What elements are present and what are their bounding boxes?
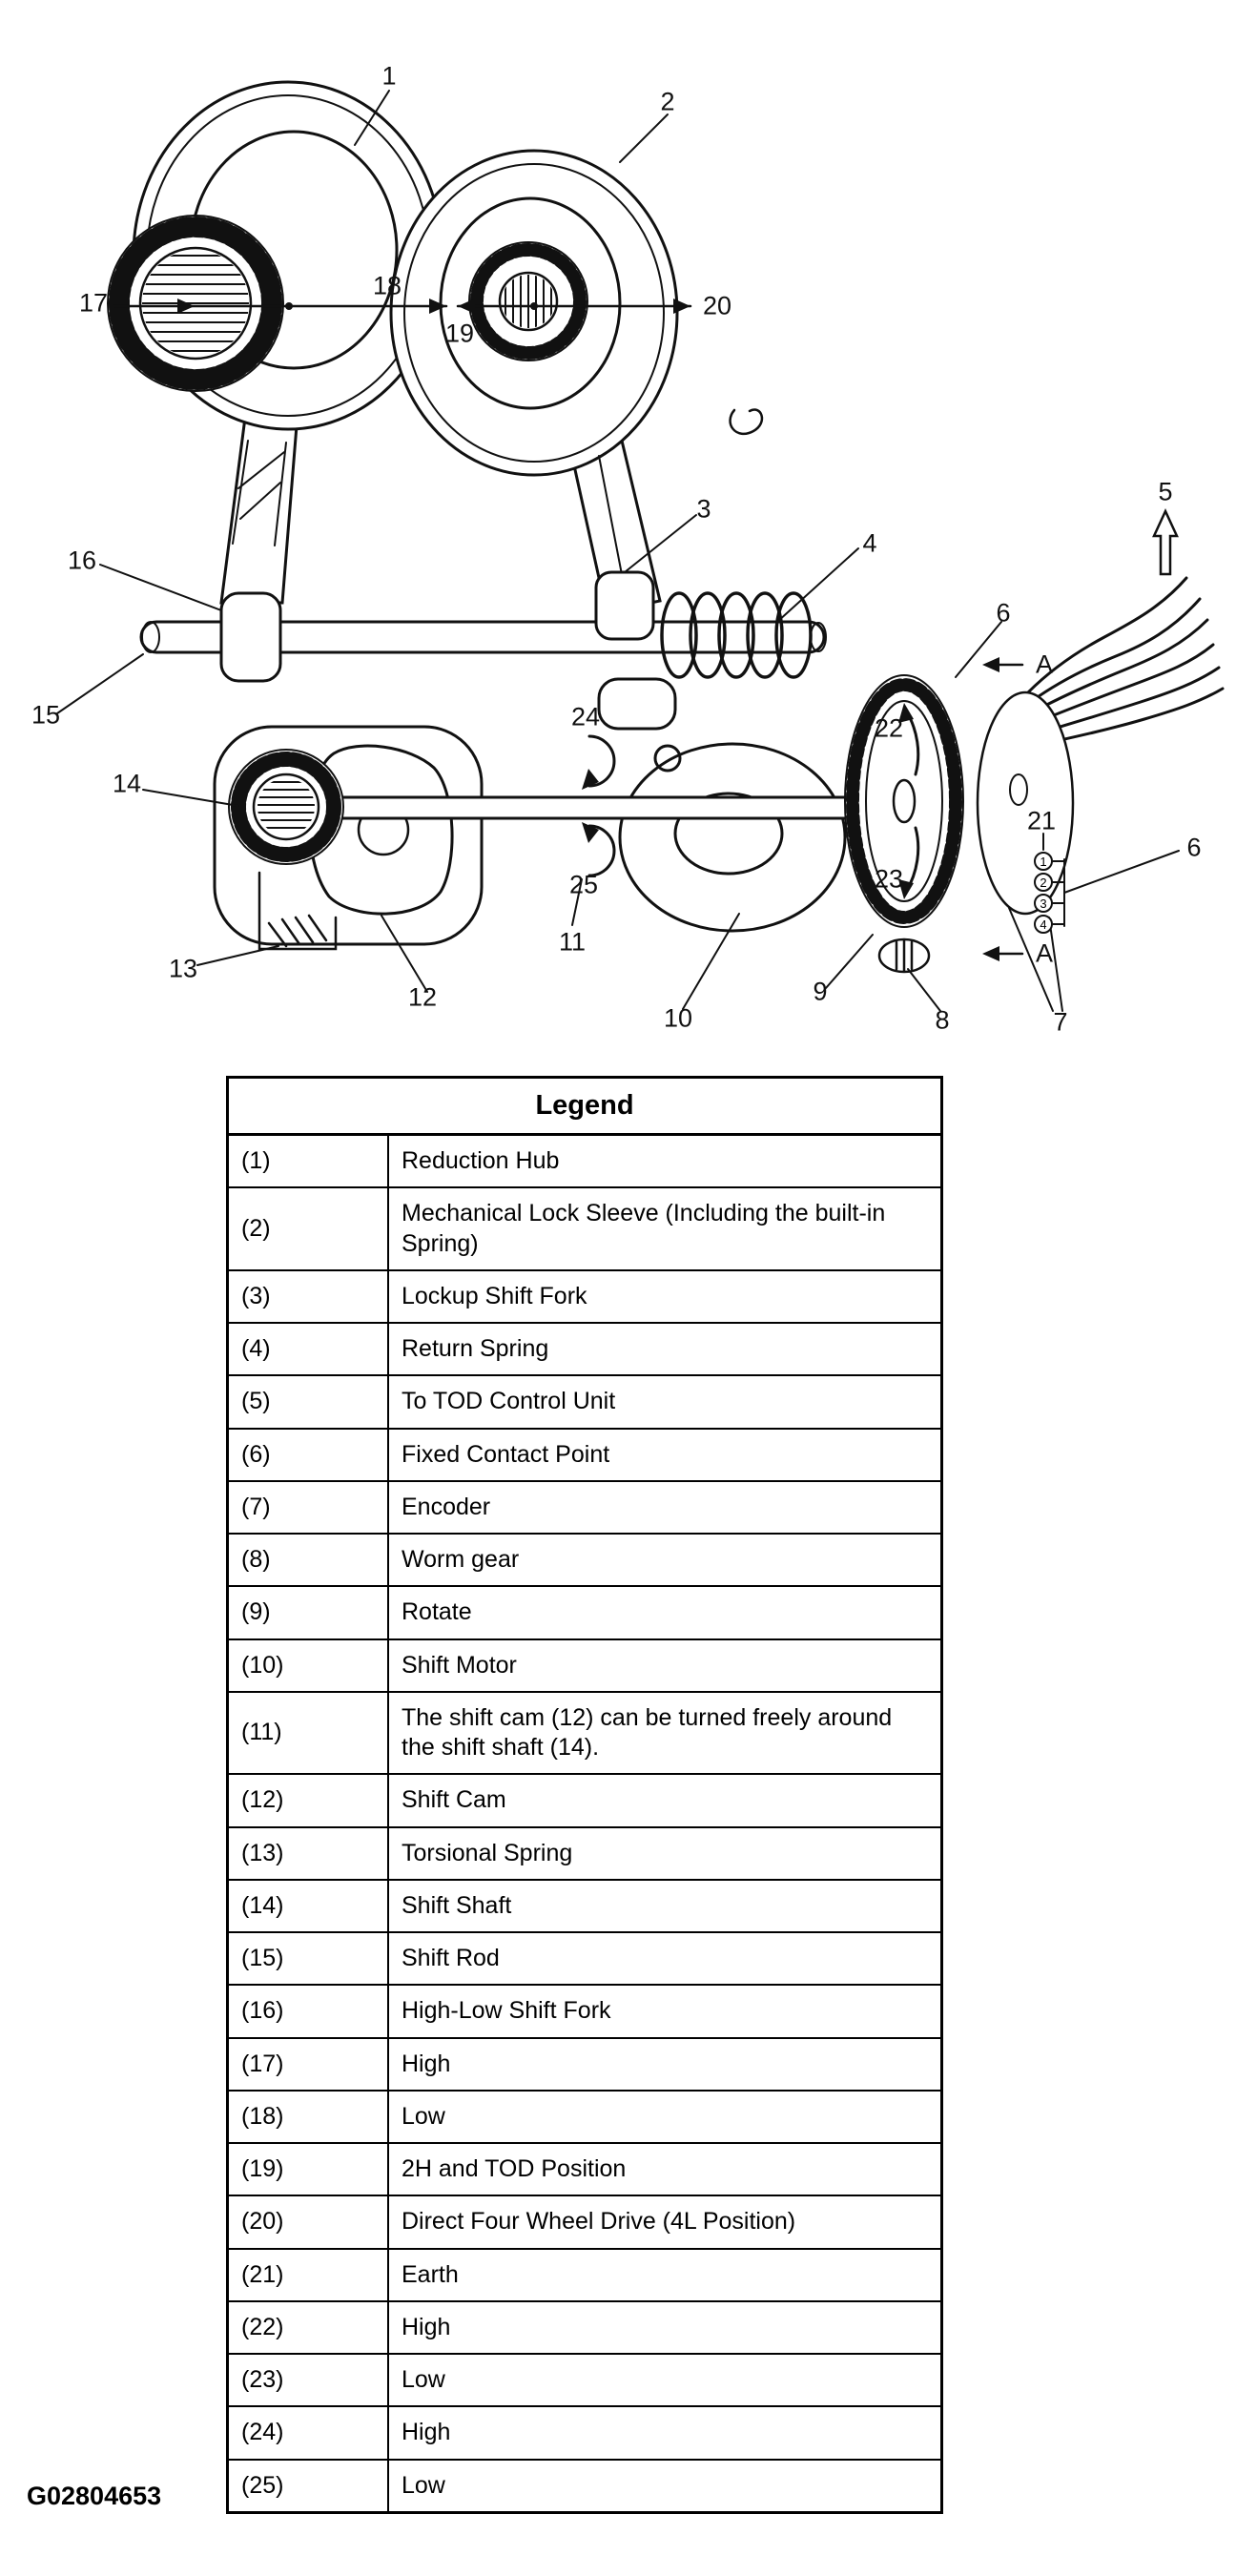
callout-label: 9 <box>813 977 828 1006</box>
legend-item-number: (23) <box>228 2354 389 2406</box>
callout-label: 13 <box>168 954 198 983</box>
encoder-pin-numbers <box>1034 852 1053 934</box>
legend-item-number: (7) <box>228 1481 389 1534</box>
legend-row <box>228 1323 942 1375</box>
legend-item-description: Low <box>388 2091 942 2143</box>
callout-label: 21 <box>1026 806 1057 835</box>
legend-item-number: (10) <box>228 1639 389 1692</box>
legend-title: Legend <box>228 1078 942 1135</box>
callout-label: 8 <box>935 1005 950 1035</box>
legend-row <box>228 2195 942 2248</box>
shift-shaft-hub-shape <box>229 750 343 864</box>
callout-label: A <box>1035 938 1054 968</box>
lock-sleeve-hub-shape <box>469 242 587 361</box>
legend-item-description: Worm gear <box>388 1534 942 1586</box>
legend-row <box>228 2354 942 2406</box>
legend-row <box>228 1270 942 1323</box>
legend-item-number: (12) <box>228 1774 389 1826</box>
legend-row <box>228 2038 942 2091</box>
fork-boss-shape <box>596 572 653 639</box>
callout-label: 3 <box>696 494 711 524</box>
legend-item-number: (20) <box>228 2195 389 2248</box>
legend-item-description: Return Spring <box>388 1323 942 1375</box>
legend-row <box>228 1985 942 2037</box>
callout-label: 16 <box>67 546 97 575</box>
encoder-pin-number: 4 <box>1034 915 1053 934</box>
legend-item-description: Mechanical Lock Sleeve (Including the built-in Spring) <box>388 1187 942 1270</box>
shift-motor-shape <box>599 409 845 931</box>
legend-row <box>228 2091 942 2143</box>
legend-item-number: (6) <box>228 1429 389 1481</box>
legend-item-number: (13) <box>228 1827 389 1880</box>
legend-item-description: 2H and TOD Position <box>388 2143 942 2195</box>
legend-item-number: (4) <box>228 1323 389 1375</box>
legend-item-number: (14) <box>228 1880 389 1932</box>
encoder-pin-number: 3 <box>1034 894 1053 913</box>
callout-label: 20 <box>702 291 732 320</box>
encoder-pin-number: 1 <box>1034 852 1053 871</box>
legend-item-description: Fixed Contact Point <box>388 1429 942 1481</box>
legend-row <box>228 1639 942 1692</box>
callout-label: 2 <box>660 87 675 116</box>
legend-item-description: High-Low Shift Fork <box>388 1985 942 2037</box>
legend-item-description: Shift Motor <box>388 1639 942 1692</box>
legend-row <box>228 1534 942 1586</box>
legend-item-description: Low <box>388 2460 942 2513</box>
callout-label: 6 <box>996 598 1011 628</box>
legend-item-description: Earth <box>388 2249 942 2301</box>
legend-item-number: (16) <box>228 1985 389 2037</box>
legend-item-number: (8) <box>228 1534 389 1586</box>
figure-id: G02804653 <box>27 2482 162 2510</box>
legend-item-number: (24) <box>228 2406 389 2459</box>
legend-row <box>228 2460 942 2513</box>
legend-item-number: (15) <box>228 1932 389 1985</box>
legend-item-description: Encoder <box>388 1481 942 1534</box>
legend-item-description: Direct Four Wheel Drive (4L Position) <box>388 2195 942 2248</box>
legend-row <box>228 1586 942 1638</box>
legend-row <box>228 2406 942 2459</box>
legend-row <box>228 1375 942 1428</box>
legend-row <box>228 1692 942 1775</box>
legend-table <box>226 1076 943 2514</box>
fork-boss-shape <box>221 593 280 681</box>
legend-row <box>228 1429 942 1481</box>
legend-item-number: (2) <box>228 1187 389 1270</box>
callout-label: 4 <box>862 528 877 558</box>
reduction-hub-gear-shape <box>108 216 283 391</box>
legend-item-number: (3) <box>228 1270 389 1323</box>
encoder-pin-number: 2 <box>1034 873 1053 892</box>
legend-item-number: (11) <box>228 1692 389 1775</box>
legend-item-description: Shift Rod <box>388 1932 942 1985</box>
tod-direction-arrow <box>1154 511 1177 574</box>
legend-item-description: The shift cam (12) can be turned freely around the shift shaft (14). <box>388 1692 942 1775</box>
callout-label: 7 <box>1053 1007 1068 1037</box>
legend-item-number: (18) <box>228 2091 389 2143</box>
legend-item-description: Low <box>388 2354 942 2406</box>
legend-item-description: High <box>388 2406 942 2459</box>
legend-item-number: (9) <box>228 1586 389 1638</box>
callout-label: 15 <box>31 700 61 730</box>
callout-label: 5 <box>1158 477 1173 506</box>
callout-label: 14 <box>112 769 142 798</box>
legend-item-number: (25) <box>228 2460 389 2513</box>
lockup-shift-fork-shape <box>391 151 677 612</box>
legend-row <box>228 2143 942 2195</box>
legend-item-description: Reduction Hub <box>388 1135 942 1188</box>
legend-row <box>228 1187 942 1270</box>
legend-item-description: Torsional Spring <box>388 1827 942 1880</box>
callout-label: 12 <box>407 982 438 1012</box>
callout-label: 17 <box>78 288 109 318</box>
worm-gear-shape <box>879 939 929 972</box>
legend-row <box>228 1880 942 1932</box>
callout-label: 23 <box>874 864 904 894</box>
callout-label: 24 <box>570 702 601 732</box>
legend-item-description: Shift Shaft <box>388 1880 942 1932</box>
legend-item-number: (19) <box>228 2143 389 2195</box>
legend-item-number: (1) <box>228 1135 389 1188</box>
transfer-case-shift-mechanism-diagram <box>0 0 1236 1068</box>
legend-row <box>228 1481 942 1534</box>
legend-item-number: (22) <box>228 2301 389 2354</box>
callout-label: 25 <box>568 870 599 899</box>
callout-label: 6 <box>1186 833 1202 862</box>
callout-label: 18 <box>372 271 402 300</box>
legend-row <box>228 2249 942 2301</box>
legend-item-description: High <box>388 2038 942 2091</box>
encoder-plate-shape <box>978 692 1179 926</box>
legend-item-description: Lockup Shift Fork <box>388 1270 942 1323</box>
encoder-disc-shape <box>845 675 963 927</box>
callout-label: 19 <box>444 319 475 348</box>
legend-row <box>228 1774 942 1826</box>
legend-item-number: (5) <box>228 1375 389 1428</box>
legend-item-number: (17) <box>228 2038 389 2091</box>
callout-label: 10 <box>663 1003 693 1033</box>
callout-label: 22 <box>874 713 904 743</box>
legend-item-description: High <box>388 2301 942 2354</box>
callout-label: 11 <box>558 927 587 957</box>
legend-item-description: To TOD Control Unit <box>388 1375 942 1428</box>
legend-row <box>228 1827 942 1880</box>
legend-item-description: Shift Cam <box>388 1774 942 1826</box>
legend-header-row <box>228 1078 942 1135</box>
legend-row <box>228 1135 942 1188</box>
legend-item-number: (21) <box>228 2249 389 2301</box>
legend-item-description: Rotate <box>388 1586 942 1638</box>
legend-body <box>228 1135 942 2513</box>
legend-row <box>228 1932 942 1985</box>
callout-label: 1 <box>381 61 397 91</box>
callout-label: A <box>1035 649 1054 679</box>
legend-row <box>228 2301 942 2354</box>
